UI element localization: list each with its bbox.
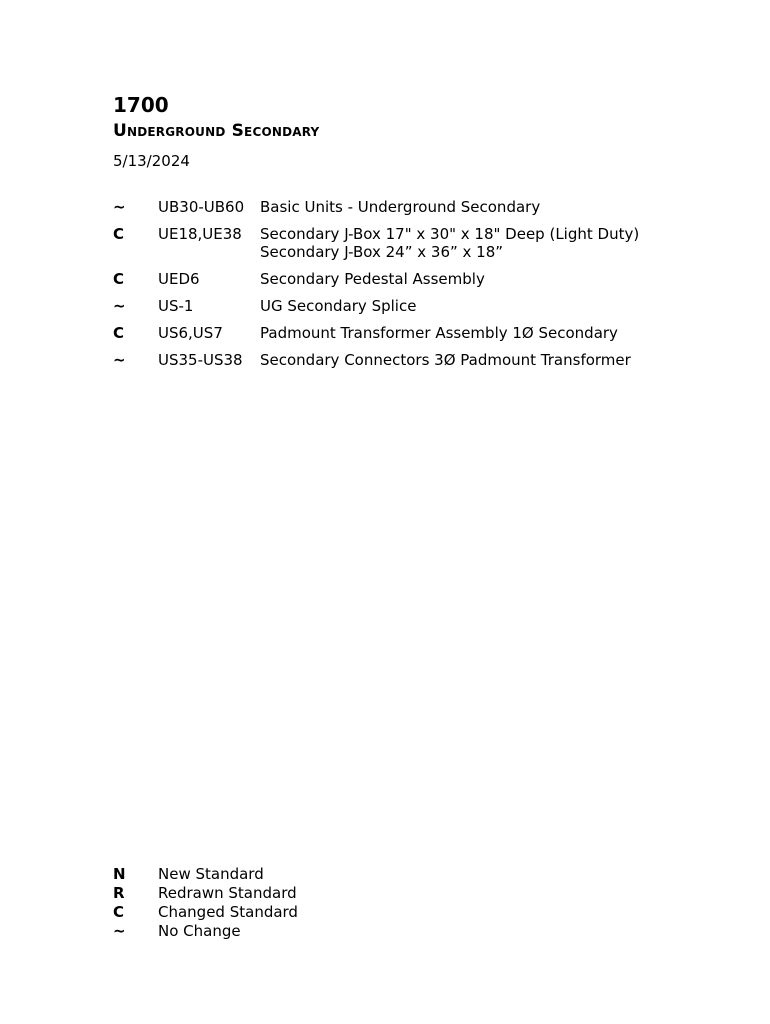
standard-code: US6,US7	[158, 324, 223, 342]
standard-description	[260, 270, 713, 288]
description-line: Padmount Transformer Assembly 1Ø Secondary	[260, 324, 618, 342]
description-line: Secondary Pedestal Assembly	[260, 270, 485, 288]
standard-description	[260, 297, 713, 315]
standard-entry	[113, 198, 713, 216]
standard-description	[260, 225, 713, 261]
standard-description	[260, 198, 713, 216]
section-title: Underground Secondary	[113, 121, 320, 141]
change-legend	[113, 865, 413, 941]
change-mark: C	[113, 225, 125, 243]
change-mark: ~	[113, 198, 126, 216]
standard-entry	[113, 297, 713, 315]
legend-mark: C	[113, 903, 125, 921]
legend-mark: R	[113, 884, 125, 902]
legend-mark: N	[113, 865, 126, 883]
description-line: Secondary Connectors 3Ø Padmount Transformer	[260, 351, 631, 369]
change-mark: C	[113, 324, 125, 342]
standard-description	[260, 324, 713, 342]
legend-item	[113, 884, 413, 903]
change-mark: C	[113, 270, 125, 288]
change-mark: ~	[113, 351, 126, 369]
description-line: Secondary J-Box 17" x 30" x 18" Deep (Light Duty)	[260, 225, 640, 243]
standard-code: UB30-UB60	[158, 198, 245, 216]
standard-description	[260, 351, 713, 369]
standard-code: US-1	[158, 297, 194, 315]
standard-code: UE18,UE38	[158, 225, 242, 243]
standard-code: US35-US38	[158, 351, 243, 369]
standard-entry	[113, 225, 713, 261]
standard-entry	[113, 270, 713, 288]
legend-item	[113, 903, 413, 922]
legend-label: No Change	[158, 922, 241, 940]
legend-label: Redrawn Standard	[158, 884, 297, 902]
description-line: Secondary J-Box 24” x 36” x 18”	[260, 243, 504, 261]
legend-mark: ~	[113, 922, 126, 940]
standard-entry	[113, 351, 713, 369]
description-line: Basic Units - Underground Secondary	[260, 198, 541, 216]
legend-item	[113, 922, 413, 941]
standard-code: UED6	[158, 270, 200, 288]
legend-label: Changed Standard	[158, 903, 298, 921]
standards-list	[113, 198, 713, 378]
change-mark: ~	[113, 297, 126, 315]
document-date: 5/13/2024	[113, 152, 190, 170]
standard-entry	[113, 324, 713, 342]
legend-label: New Standard	[158, 865, 264, 883]
legend-item	[113, 865, 413, 884]
description-line: UG Secondary Splice	[260, 297, 417, 315]
section-number: 1700	[113, 93, 169, 117]
